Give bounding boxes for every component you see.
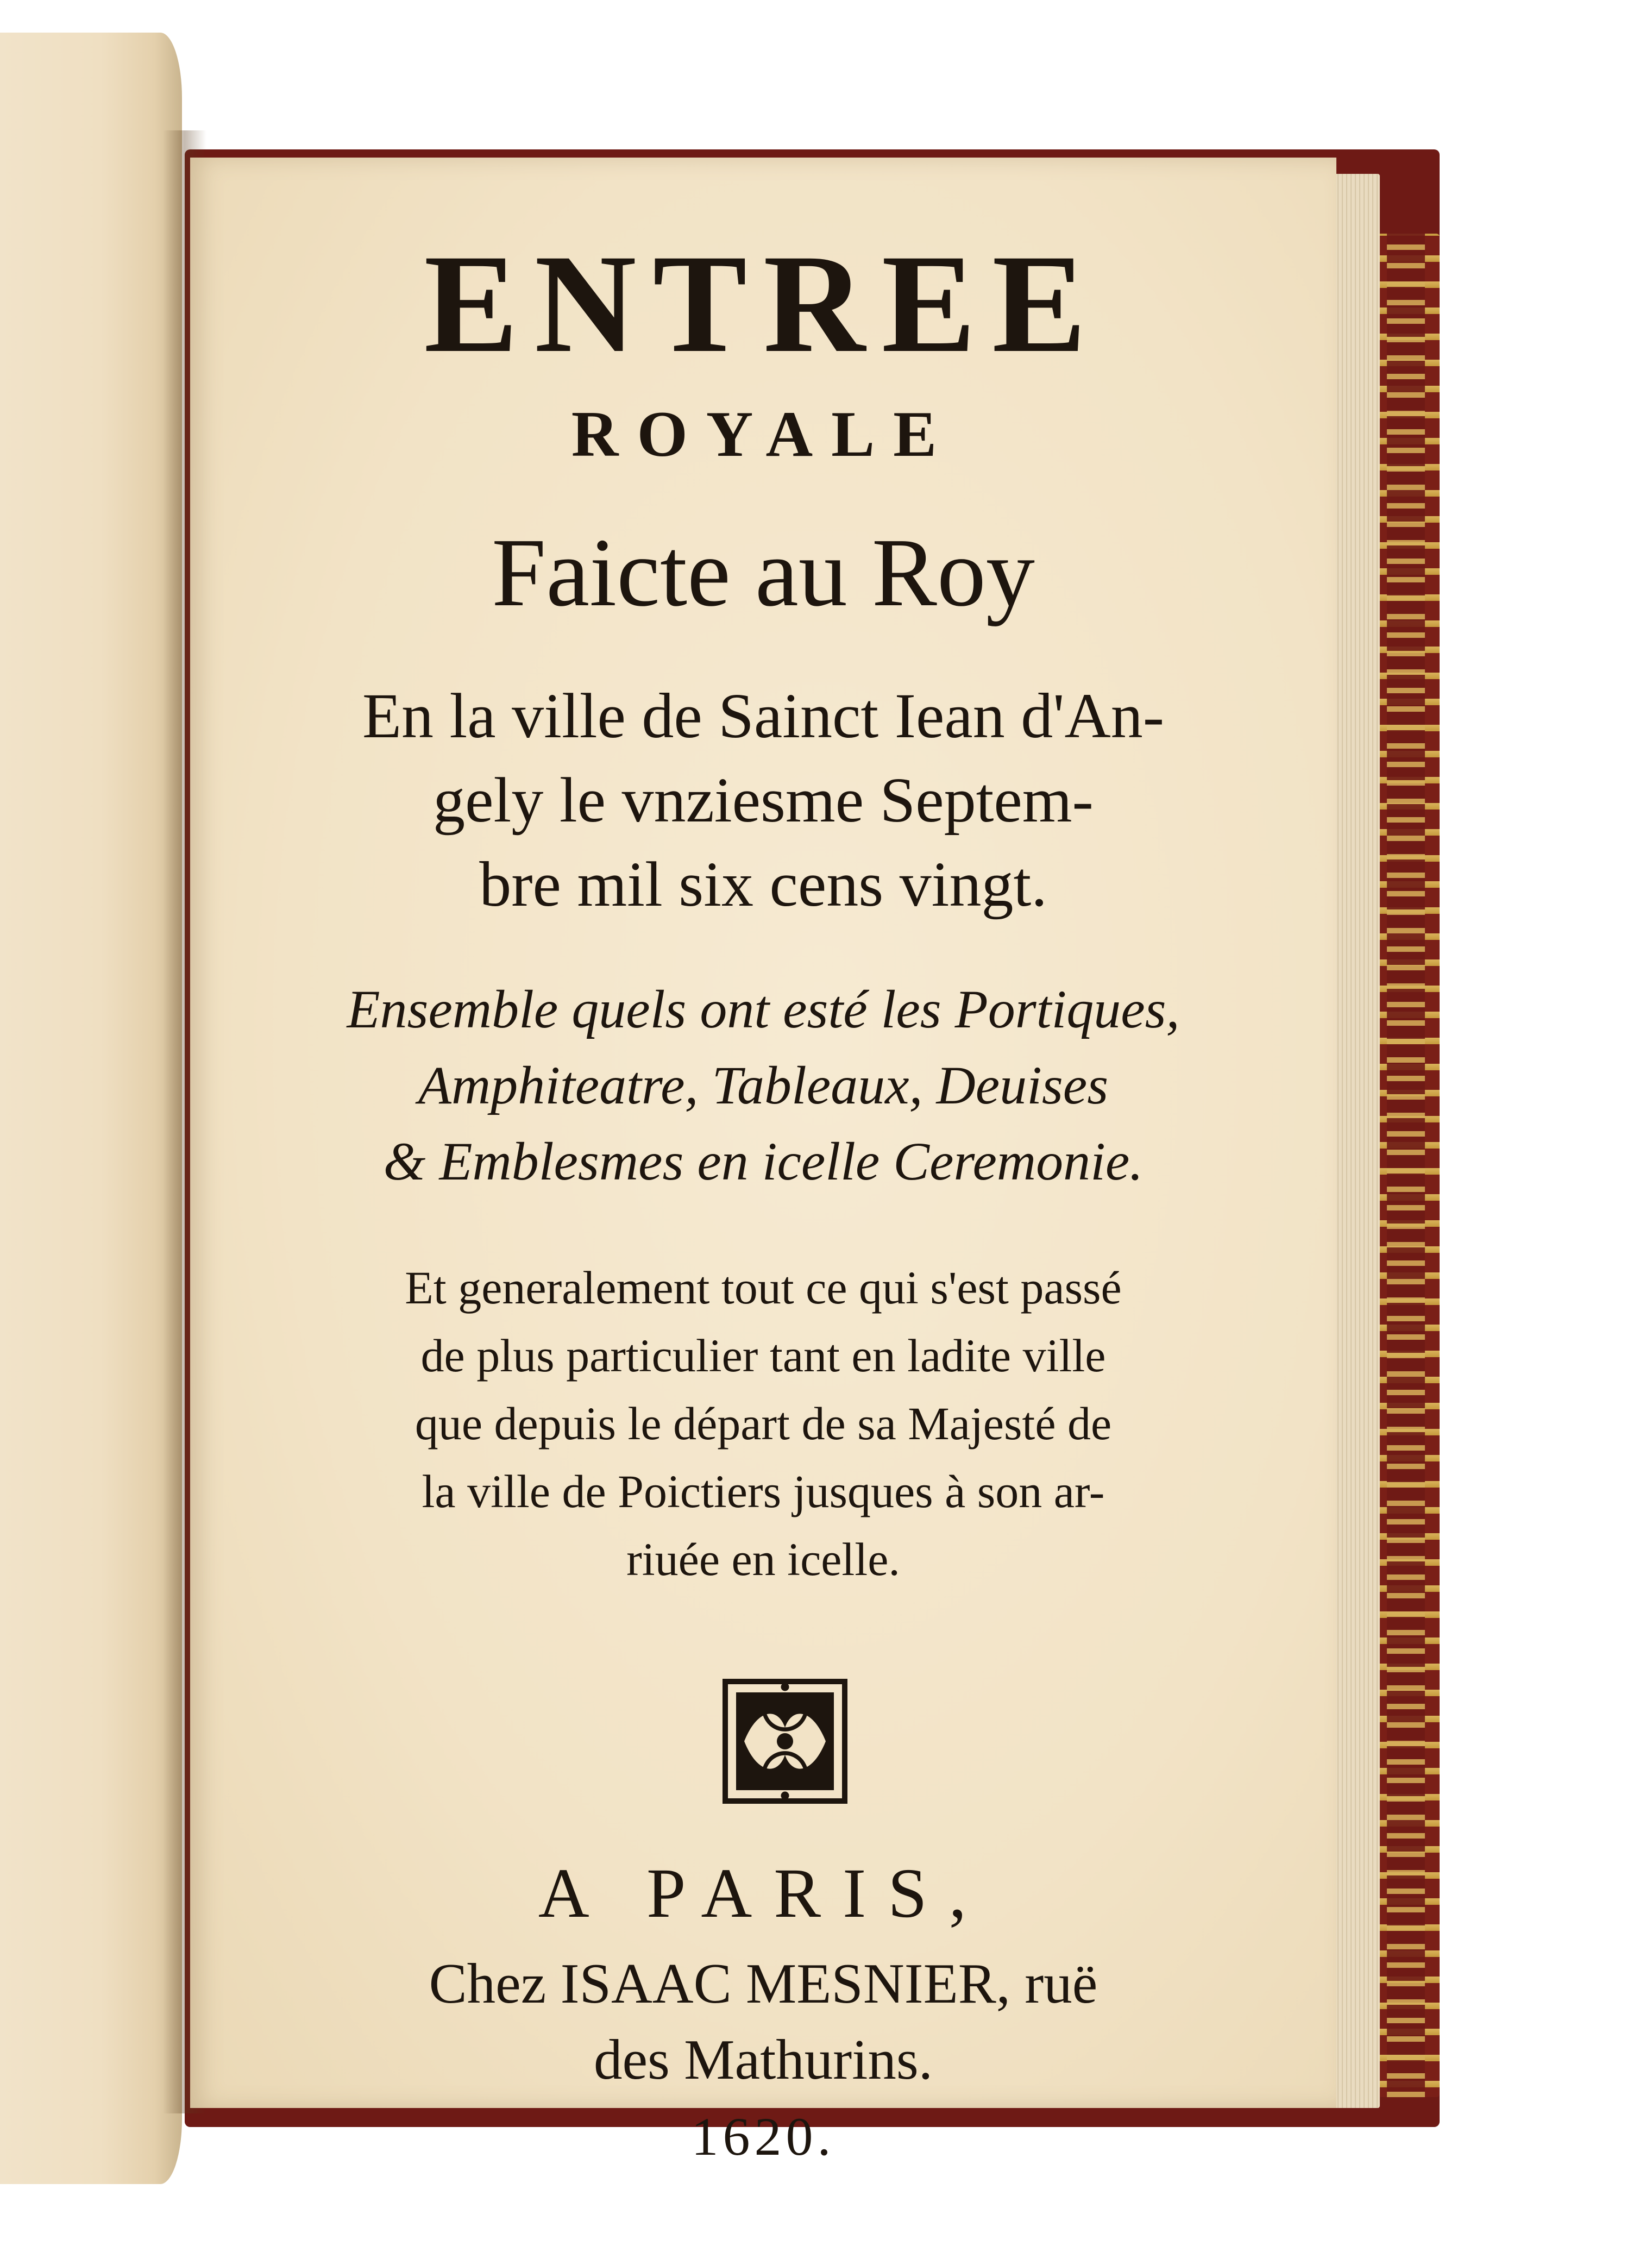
general-line: que depuis le départ de sa Majesté de — [414, 1397, 1112, 1450]
general-line: de plus particulier tant en ladite ville — [420, 1329, 1106, 1382]
imprint-street: des Mathurins. — [593, 2028, 933, 2091]
general-line: la ville de Poictiers jusques à son ar- — [422, 1465, 1105, 1517]
gilt-fore-edge — [1377, 234, 1440, 2097]
ensemble-line: & Emblesmes en icelle Ceremonie. — [383, 1131, 1144, 1191]
printers-device-ornament-icon — [717, 1673, 853, 1809]
left-facing-page — [0, 33, 182, 2184]
place-line: bre mil six cens vingt. — [479, 849, 1047, 920]
imprint-year: 1620. — [691, 2106, 836, 2167]
heading: Faicte au Roy — [492, 518, 1035, 626]
title-page-text — [190, 158, 1336, 2167]
general-line: Et generalement tout ce qui s'est passé — [405, 1262, 1122, 1314]
imprint-printer: Chez ISAAC MESNIER, ruë — [429, 1952, 1098, 2015]
imprint-city: A PARIS, — [538, 1854, 989, 1933]
place-line: En la ville de Sainct Iean d'An- — [362, 680, 1165, 751]
ensemble-line: Ensemble quels ont esté les Portiques, — [347, 979, 1180, 1039]
place-line: gely le vnziesme Septem- — [433, 764, 1094, 836]
general-line: riuée en icelle. — [626, 1533, 900, 1585]
main-title: ENTREE — [424, 225, 1103, 382]
title-page — [190, 158, 1336, 2167]
subtitle: ROYALE — [571, 398, 956, 470]
ensemble-line: Amphiteatre, Tableaux, Deuises — [418, 1055, 1109, 1115]
